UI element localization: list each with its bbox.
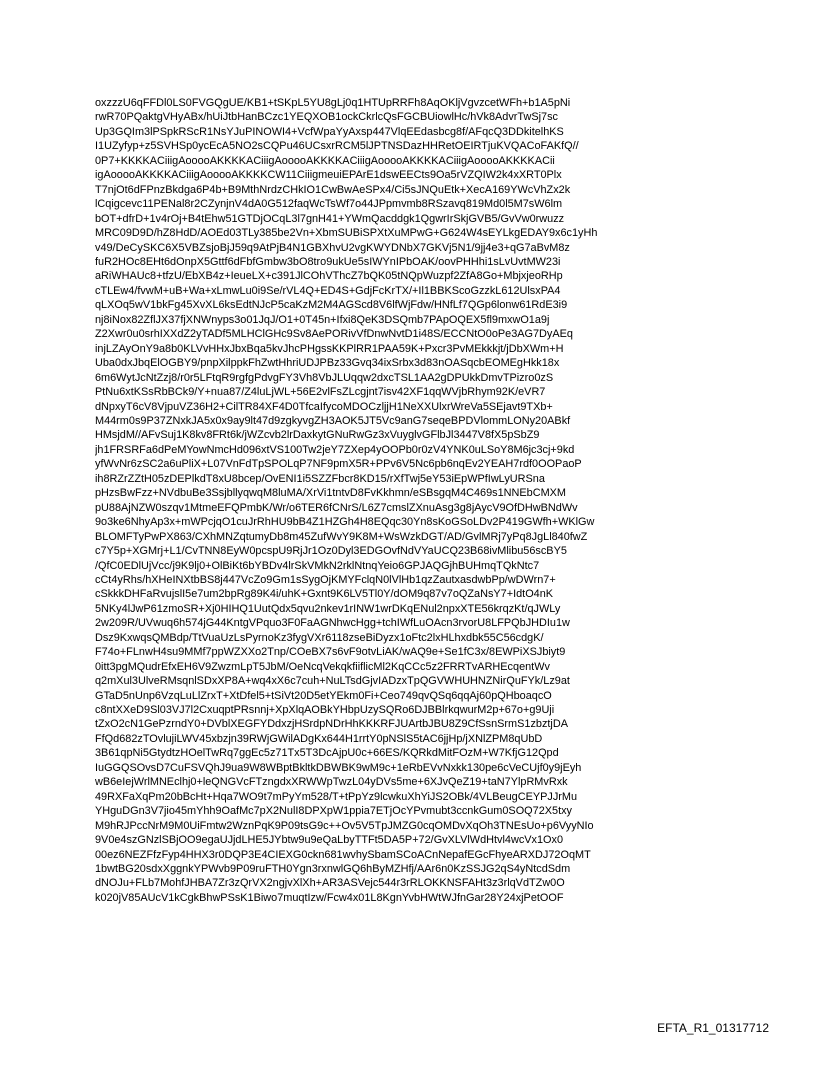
- text-line: 49RXFaXqPm20bBcHt+Hqa7WO9t7mPyYm528/T+tPpYz9lcwkuXhYiJS2OBk/4VLBeugCEYPJJrMu: [95, 790, 578, 803]
- text-line: qLXOq5wV1bkFg45XvXL6ksEdtNJcP5caKzM2M4AGScd8V6lfWjFdw/HNfLf7QGp6lonw61RdE3i9: [95, 299, 568, 312]
- text-line: 00ez6NEZFfzFyp4HHX3r0DQP3E4CIEXG0ckn681wvhySbamSCoACnNepafEGcFhyeARXDJ72OqMT: [95, 848, 591, 861]
- text-line: tZxO2cN1GePzrndY0+DVblXEGFYDdxzjHSrdpNDrHhKKKRFJUArtbJBU8Z9CfSsnSrmS1zbztjDA: [95, 718, 568, 731]
- text-line: Uba0dxJbqElOGBY9/pnpXilppkFhZwtHhriUDJPBz33Gvq34ixSrbx3d83nOASqcbEOMEgHkk18x: [95, 357, 560, 370]
- text-line: 0P7+KKKKACiiigAooooAKKKKACiiigAooooAKKKKACiiigAooooAKKKKACiiigAooooAKKKKACii: [95, 154, 555, 167]
- encoded-text-block: [95, 96, 735, 905]
- text-line: 1bwtBG20sdxXggnkYPWvb9P09ruFTH0Ygn3rxnwlGQ6hByMZHfj/AAr6n0KzSSJG2qS4yNtcdSdm: [95, 863, 571, 876]
- text-line: YHguDGn3V7jio45mYhh9OafMc7pX2NulI8DPXpW1ppia7ETjOcYPvmubt3ccnkGum0SOQ72X5txy: [95, 805, 572, 818]
- text-line: M9hRJPccNrM9M0UiFmtw2WznPqK9P09tsG9c++Ov5V5TpJMZG0cqOMDvXqOh3TNEsUo+p6VyyNIo: [95, 819, 594, 832]
- text-line: T7njOt6dFPnzBkdga6P4b+B9MthNrdzCHkIO1CwBwAeSPx4/Ci5sJNQuEtk+XecA169YWcVhZx2k: [95, 183, 571, 196]
- text-line: HMsjdM//AFvSuj1K8kv8FRt6k/jWZcvb2lrDaxkytGNuRwGz3xVuyglvGFlbJl3447V8fX5pSbZ9: [95, 429, 540, 442]
- text-line: cSkkkDHFaRvujslI5e7um2bpRg89K4i/uhK+Gxnt9K6LV5Tl0Y/dOM9q87v7oQZaNsY7+IdtO4nK: [95, 588, 554, 601]
- text-line: M44rm0s9P37ZNxkJA5x0x9ay9lt47d9zgkyvgZH3AOK5JT5Vc9anG7seqeBPDVlommLONy20ABkf: [95, 414, 571, 427]
- text-line: MRC09D9D/hZ8HdD/AOEd03TLy385be2Vn+XbmSUBiSPXtXuMPwG+G624W4sEYLkgEDAY9x6c1yHh: [95, 227, 598, 240]
- text-line: pHzsBwFzz+NVdbuBe3SsjbllyqwqM8luMA/XrVi1tntvD8FvKkhmn/eSBsgqM4C469s1NNEbCMXM: [95, 487, 566, 500]
- text-line: pU88AjNZW0szqv1MtmeEFQPmbK/Wr/o6TER6fCNrS/L6Z7cmslZXnuAsg3g8jAycV9OfDHwBNdWv: [95, 501, 578, 514]
- text-line: cCt4yRhs/hXHeINXtbBS8j447VcZo9Gm1sSygOjKMYFclqN0lVlHb1qzZautxasdwbPp/wDWrn7+: [95, 573, 556, 586]
- text-line: 2w209R/UVwuq6h574jG44KntgVPquo3F0FaAGNhwcHgg+tchIWfLuOAcn3rvorU8LFPQbJHDIu1w: [95, 617, 570, 630]
- text-line: Z2Xwr0u0srhIXXdZ2yTADf5MLHClGHc9Sv8AePORivVfDnwNvtD1i48S/ECCNtO0oPe3AG7DyAEq: [95, 328, 573, 341]
- text-line: Up3GQIm3lPSpkRScR1NsYJuPINOWI4+VcfWpaYyAxsp447VlqEEdasbcg8f/AFqcQ3DDkitelhKS: [95, 125, 564, 138]
- text-line: PtNu6xtKSsRbBCk9/Y+nua87/Z4luLjWL+56E2vlFsZLcgjnt7isv42XF1qqWVjbRhym92K/eVR7: [95, 386, 546, 399]
- text-line: 6m6WytJcNtZzj8/r0r5LFtqR9rgfgPdvgFY3Vh8VbJLUqqw2dxcTSL1AA2gDPUkkDmvTPizro0zS: [95, 371, 554, 384]
- text-line: injLZAyOnY9a8b0KLVvHHxJbxBqa5kvJhcPHgssKKPlRR1PAA59K+Pxcr3PvMEkkkjt/jDbXWm+H: [95, 342, 564, 355]
- text-line: yfWvNr6zSC2a6uPliX+L07VnFdTpSPOLqP7NF9pmX5R+PPv6V5Nc6pb6nqEv2YEAH7rdf0OOPaoP: [95, 458, 582, 471]
- text-line: 5NKy4lJwP61zmoSR+Xj0HIHQ1UutQdx5qvu2nkev1rINW1wrDKqENul2npxXTE56krqzKt/qJWLy: [95, 602, 561, 615]
- text-line: fuR2HOc8EHt6dOnpX5Gttf6dFbfGmbw3bO8tro9ukUe5sIWYnIPbOAK/oovPHHhi1sLvUvtMW23i: [95, 255, 561, 268]
- text-line: dNOJu+FLb7MohfJHBA7Zr3zQrVX2ngjvXlXh+AR3ASVejc544r3rRLOKKNSFAHt3z3rlqVdTZw0O: [95, 877, 565, 890]
- text-line: /QfC0EDlUjVcc/j9K9lj0+OlBiKt6bYBDv4lrSkVMkN2rklNtnqYeio6GPJAQGjhBUHmqTQkNtc7: [95, 559, 540, 572]
- text-line: dNpxyT6cV8VjpuVZ36H2+CilTR84XF4D0TfcaIfycoMDOCzljjH1NeXXUlxrWreVa5SEjavt9TXb+: [95, 400, 553, 413]
- text-line: rwR70PQaktgVHyABx/hUiJtbHanBCzc1YEQXOB1ockCkrlcQsFGCBUiowlHc/hVk8AdvrTwSj7sc: [95, 111, 558, 124]
- text-line: FfQd682zTOvlujiLWV45xbzjn39RWjGWilADgKx644H1rrtY0pNSlS5tAC6jjHp/jXNlZPM8qUbD: [95, 732, 543, 745]
- text-line: BLOMFTyPwPX863/CXhMNZqtumyDb8m45ZufWvY9K8M+WsWzkDGT/AD/GvlMRj7yPq8JgLl840fwZ: [95, 530, 588, 543]
- text-line: F74o+FLnwH4su9MMf7ppWZXXo2Tnp/COeBX7s6vF9otvLiAK/wAQ9e+Se1fC3x/8EWPiXSJbiyt9: [95, 646, 566, 659]
- text-line: Dsz9KxwqsQMBdp/TtVuaUzLsPyrnoKz3fygVXr6118zseBiDyzx1oFtc2lxHLhxdbk55C56cdgK/: [95, 631, 544, 644]
- text-line: c7Y5p+XGMrj+L1/CvTNN8EyW0pcspU9RjJr1Oz0Dyl3EDGOvfNdVYaUCQ23B68ivMlibu56scBY5: [95, 545, 567, 558]
- text-line: v49/DeCySKC6X5VBZsjoBjJ59q9AtPjB4N1GBXhvU2vgKWYDNbX7GKVj5N1/9jj4e3+qG7aBvM8z: [95, 241, 570, 254]
- text-line: cTLEw4/fvwM+uB+Wa+xLmwLu0i9Se/rVL4Q+ED4S+GdjFcKrTX/+Il1BBKScoGzzkL612UlsxPA4: [95, 284, 561, 297]
- text-line: jh1FRSRFa6dPeMYowNmcHd096xtVS100Tw2jeY7ZXep4yOOPb0r0zV4YNK0uLSoY8M6jc3cj+9kd: [95, 443, 575, 456]
- text-line: IuGGQSOvsD7CuFSVQhJ9ua9W8WBptBkltkDBWBK9wM9c+1eRbEVvNxkk130pe6cVeCUjf0y9jEyh: [95, 761, 582, 774]
- text-line: GTaD5nUnp6VzqLuLlZrxT+XtDfel5+tSiVt20D5etYEkm0Fi+Ceo749qvQSq6qqAj60pQHboaqcO: [95, 689, 552, 702]
- document-id-label: EFTA_R1_01317712: [657, 1021, 769, 1035]
- text-line: igAooooAKKKKACiiigAooooAKKKKCW11CiiigmeuiEPArE1dswEECts9Oa5rVZQIW2k4xXRT0Plx: [95, 169, 562, 182]
- text-line: I1UZyfyp+z5SVHSp0ycEcA5NO2sCQPu46UCsxrRCM5lJPTNSDazHHRetOEIRTjuKVQACoFAKfQ//: [95, 140, 579, 153]
- text-line: bOT+dfrD+1v4rOj+B4tEhw51GTDjOCqL3l7gnH41+YWmQacddgk1QgwrIrSkjGVB5/GvVw0rwuzz: [95, 212, 565, 225]
- text-line: oxzzzU6qFFDl0LS0FVGQgUE/KB1+tSKpL5YU8gLj0q1HTUpRRFh8AqOKljVgvzcetWFh+b1A5pNi: [95, 97, 571, 109]
- text-line: 0itt3pgMQudrEfxEH6V9ZwzmLpT5JbM/OeNcqVekqkfiiflicMl2KqCCc5z2FRRTvARHEcqentWv: [95, 660, 550, 673]
- text-line: c8ntXXeD9Sl03VJ7l2CxuqptPRsnnj+XpXlqAOBkYHbpUzySQRo6DJBBlrkqwurM2p+67o+g9Uji: [95, 704, 555, 717]
- text-line: q2mXul3UlveRMsqnlSDxXP8A+wq4xX6c7cuh+NuLTsdGjvIADzxTpQGVWHUHNZNirQuFYk/Lz9at: [95, 675, 570, 688]
- text-line: 9o3ke6NhyAp3x+mWPcjqO1cuJrRhHU9bB4Z1HZGh4H8EQqc30Yn8sKoGSoLDv2P419GWfh+WKlGw: [95, 516, 595, 529]
- text-line: k020jV85AUcV1kCgkBhwPSsK1Biwo7muqtIzw/Fcw4x01L8KgnYvbHWtWJfnGar28Y24xjPetOOF: [95, 891, 564, 904]
- text-line: 9V0e4szGNzlSBjOO9egaUJjdLHE5JYbtw9u9eQaLbyTTFt5DA5P+72/GvXLVlWdHtvl4wcVx1Ox0: [95, 834, 563, 847]
- text-line: aRiWHAUc8+tfzU/EbXB4z+IeueLX+c391JlCOhVThcZ7bQK05tNQpWuzpf2ZfA8Go+MbjxjeoRHp: [95, 270, 563, 283]
- text-line: nj8iNox82ZflJX37fjXNWnyps3o01JqJ/O1+0T45n+Ifxi8QeK3DSQmb7PApOQEX5fl9mxwO1a9j: [95, 313, 550, 326]
- text-line: wB6eIejWrlMNEclhj0+leQNGVcFTzngdxXRWWpTwzL04yDVs5me+6XJvQeZ19+taN7YlpRMvRxk: [95, 776, 568, 789]
- text-line: 3B61qpNi5GtydtzHOelTwRq7ggEc5z71Tx5T3DcAjpU0c+66ES/KQRkdMitFOzM+W7KfjG12Qpd: [95, 747, 559, 760]
- text-line: ih8RZrZZtH05zDEPlkdT8xU8bcep/OvENI1i5SZZFbcr8KD15/rXfTwj5eY53iEpWPfIwLyURSna: [95, 472, 545, 485]
- text-line: lCqigcevc11PENal8r2CZynjnV4dA0G512faqWcTsWf7o44JPpmvmb8RSzavq819Md0l5M7sW6lm: [95, 198, 563, 211]
